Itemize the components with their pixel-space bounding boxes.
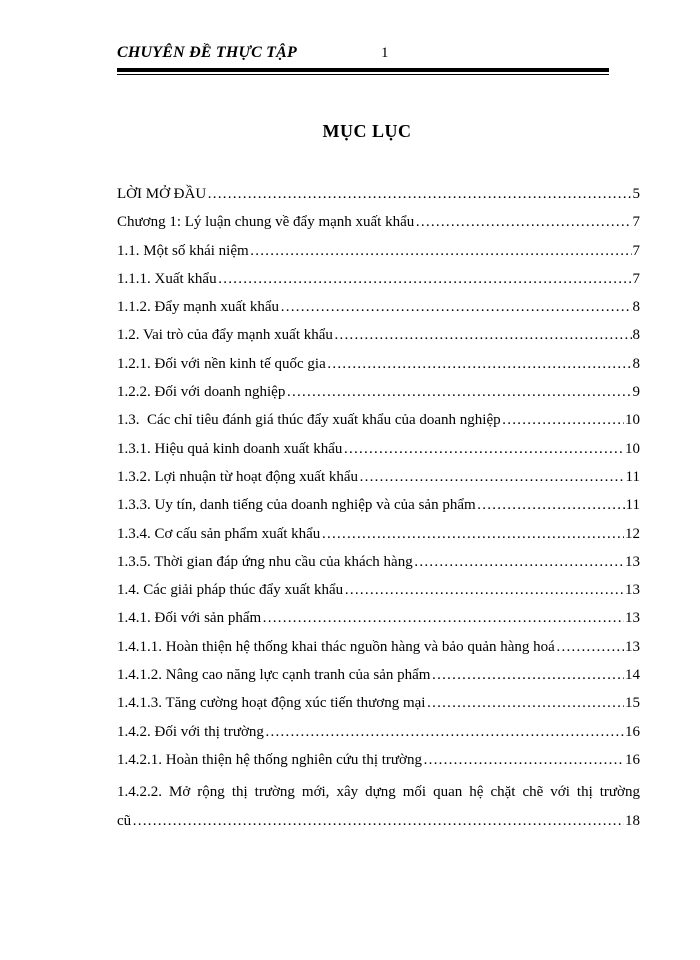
toc-entry-page: 11 (625, 468, 640, 485)
toc-dot-leader (423, 750, 624, 770)
toc-entry-title: 1.4.2.1. Hoàn thiện hệ thống nghiên cứu thị trường (117, 751, 422, 768)
toc-entry[interactable] (117, 410, 640, 438)
toc-entry[interactable] (117, 354, 640, 382)
running-header-title: CHUYÊN ĐỀ THỰC TẬP (117, 44, 298, 61)
toc-entry[interactable] (117, 184, 640, 212)
toc-dot-leader (218, 269, 632, 289)
toc-entry-page: 7 (632, 242, 640, 259)
toc-entry-title: 1.4.1.3. Tăng cường hoạt động xúc tiến thương mại (117, 695, 426, 712)
toc-entry[interactable] (117, 382, 640, 410)
toc-entry-title: 1.4.1.2. Nâng cao năng lực cạnh tranh của sản phẩm (117, 667, 431, 684)
toc-entry-title: 1.2.2. Đối với doanh nghiệp (117, 384, 286, 401)
toc-entry[interactable] (117, 467, 640, 495)
toc-entry-title: LỜI MỞ ĐẦU (117, 186, 207, 202)
toc-entry-page: 9 (632, 384, 640, 401)
toc-entry-page: 8 (632, 299, 640, 316)
toc-heading: MỤC LỤC (322, 121, 412, 141)
toc-entry-page: 13 (625, 553, 640, 570)
toc-entry[interactable] (117, 439, 640, 467)
toc-dot-leader (426, 693, 624, 713)
toc-entry[interactable] (117, 552, 640, 580)
toc-dot-leader (207, 184, 631, 204)
toc-entry[interactable] (117, 297, 640, 325)
toc-entry[interactable] (117, 524, 640, 552)
toc-dot-leader (327, 354, 632, 374)
toc-entry[interactable] (117, 693, 640, 721)
toc-entry-title: 1.4.1.1. Hoàn thiện hệ thống khai thác nguồn hàng và bảo quản hàng hoá (117, 638, 555, 655)
toc-entry-title: 1.3.4. Cơ cấu sản phẩm xuất khẩu (117, 525, 321, 542)
toc-entry-title: 1.4. Các giải pháp thúc đẩy xuất khẩu (117, 582, 344, 599)
toc-dot-leader (334, 325, 632, 345)
toc-dot-leader (556, 637, 624, 657)
toc-dot-leader (343, 439, 624, 459)
toc-entry-title-line1: 1.4.2.2. Mở rộng thị trường mới, xây dựng mối quan hệ chặt chẽ với thị trường (117, 784, 640, 801)
toc-entry-title: 1.2.1. Đối với nền kinh tế quốc gia (117, 355, 326, 372)
header-rule-thick (117, 68, 609, 72)
toc-entry-page: 16 (625, 723, 640, 740)
toc-entry-page: 12 (625, 525, 640, 542)
toc-entry-page: 14 (625, 667, 640, 684)
toc-entry[interactable] (117, 269, 640, 297)
toc-entry[interactable] (117, 665, 640, 693)
table-of-contents (117, 184, 640, 835)
toc-entry-page: 18 (625, 812, 640, 829)
toc-entry-title: 1.4.2. Đối với thị trường (117, 723, 264, 740)
toc-entry[interactable] (117, 608, 640, 636)
toc-entry-page: 7 (632, 214, 640, 231)
toc-dot-leader (477, 495, 625, 515)
toc-entry-title: 1.2. Vai trò của đẩy mạnh xuất khẩu (117, 327, 333, 344)
toc-dot-leader (262, 608, 624, 628)
toc-dot-leader (359, 467, 625, 487)
toc-entry-title: 1.1. Một số khái niệm (117, 242, 249, 259)
toc-entry[interactable] (117, 722, 640, 750)
toc-entry[interactable] (117, 241, 640, 269)
header-rule-thin (117, 74, 609, 75)
toc-entry[interactable] (117, 750, 640, 778)
toc-entry-page: 13 (625, 638, 640, 655)
toc-dot-leader (415, 212, 631, 232)
toc-entry-title: 1.3. Các chỉ tiêu đánh giá thúc đẩy xuất khẩu của doanh nghiệp (117, 412, 501, 429)
toc-entry-page: 16 (625, 751, 640, 768)
toc-dot-leader (250, 241, 632, 261)
toc-entry[interactable] (117, 580, 640, 608)
toc-dot-leader (321, 524, 624, 544)
toc-entry-page: 10 (625, 440, 640, 457)
toc-entry-title: 1.3.2. Lợi nhuận từ hoạt động xuất khẩu (117, 468, 359, 485)
toc-dot-leader (280, 297, 631, 317)
toc-entry-page: 15 (625, 695, 640, 712)
toc-entry[interactable] (117, 212, 640, 240)
toc-entry-page: 13 (625, 582, 640, 599)
toc-entry-page: 5 (632, 186, 640, 202)
toc-entry-title: 1.4.1. Đối với sản phẩm (117, 610, 262, 627)
toc-entry[interactable] (117, 637, 640, 665)
toc-entry-page: 10 (625, 412, 640, 429)
toc-dot-leader (132, 807, 624, 835)
toc-dot-leader (286, 382, 631, 402)
toc-dot-leader (431, 665, 624, 685)
toc-dot-leader (502, 410, 624, 430)
toc-entry-title: 1.3.5. Thời gian đáp ứng nhu cầu của khách hàng (117, 553, 413, 570)
toc-entry-page: 8 (632, 355, 640, 372)
toc-entry-page: 7 (632, 270, 640, 287)
toc-entry[interactable] (117, 325, 640, 353)
toc-entry-title-line2: cũ (117, 812, 132, 829)
toc-entry-page: 11 (625, 497, 640, 514)
toc-dot-leader (265, 722, 624, 742)
toc-entry-page: 8 (632, 327, 640, 344)
toc-entry[interactable] (117, 495, 640, 523)
toc-entry-title: 1.3.1. Hiệu quả kinh doanh xuất khẩu (117, 440, 343, 457)
toc-entry-title: 1.1.2. Đẩy mạnh xuất khẩu (117, 299, 280, 316)
toc-entry-page: 13 (625, 610, 640, 627)
toc-entry-title: 1.1.1. Xuất khẩu (117, 270, 217, 287)
toc-entry-title: 1.3.3. Uy tín, danh tiếng của doanh nghiệp và của sản phẩm (117, 497, 476, 514)
toc-entry[interactable] (117, 778, 640, 835)
toc-dot-leader (414, 552, 624, 572)
toc-entry-title: Chương 1: Lý luận chung về đẩy mạnh xuất khẩu (117, 214, 415, 231)
toc-entry-title-line2-row (117, 807, 640, 835)
toc-dot-leader (344, 580, 624, 600)
header-page-number: 1 (381, 45, 389, 61)
